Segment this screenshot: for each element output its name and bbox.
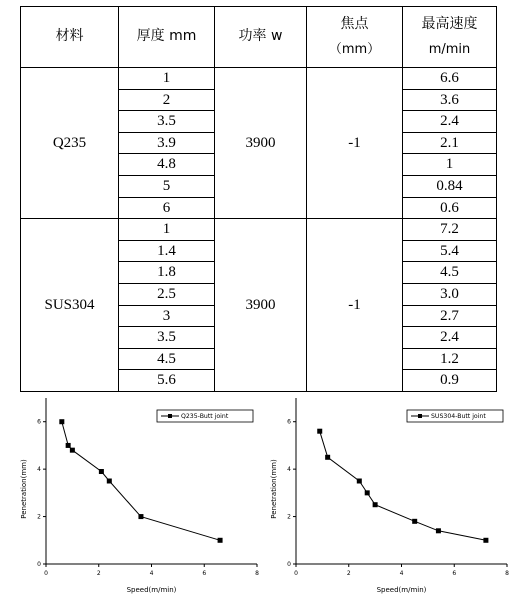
y-tick-label: 0 [37,561,41,568]
cell-thickness: 4.8 [119,154,215,176]
cell-thickness: 1.4 [119,240,215,262]
cell-speed: 4.5 [403,262,497,284]
cell-speed: 0.84 [403,175,497,197]
data-point [107,479,112,484]
data-point [218,538,223,543]
y-tick-label: 2 [37,513,41,521]
y-tick-label: 0 [287,561,291,568]
x-tick-label: 6 [202,570,207,577]
cell-speed: 3.0 [403,283,497,305]
x-tick-label: 8 [255,570,259,577]
y-axis-label: Penetration(mm) [20,459,28,519]
y-tick-label: 6 [37,418,41,426]
data-point [357,479,362,484]
series-line [62,422,220,541]
data-point [59,419,64,424]
data-point [412,519,417,524]
data-point [317,429,322,434]
x-tick-label: 8 [505,570,509,577]
chart-q235 [0,394,260,597]
x-tick-label: 4 [149,570,154,577]
cell-thickness: 2 [119,89,215,111]
y-tick-label: 2 [287,513,291,521]
x-tick-label: 6 [452,570,457,577]
data-point [365,490,370,495]
header-material: 材料 [21,7,119,68]
cell-speed: 0.6 [403,197,497,219]
cell-thickness: 6 [119,197,215,219]
cell-speed: 2.4 [403,111,497,133]
cell-thickness: 3.5 [119,111,215,133]
table-row [21,219,497,241]
cell-thickness: 1.8 [119,262,215,284]
y-tick-label: 4 [37,466,41,474]
header-thickness: 厚度 mm [119,7,215,68]
y-axis-label: Penetration(mm) [270,459,278,519]
header-speed-line1: 最高速度 [421,16,478,33]
cell-thickness: 5 [119,175,215,197]
cell-focus: -1 [307,219,403,392]
parameter-table [20,6,497,392]
cell-thickness: 3.9 [119,132,215,154]
cell-thickness: 1 [119,219,215,241]
cell-material: SUS304 [21,219,119,392]
y-tick-label: 4 [287,466,291,474]
header-power: 功率 w [215,7,307,68]
x-axis-label: Speed(m/min) [126,586,177,594]
cell-thickness: 3.5 [119,327,215,349]
cell-speed: 6.6 [403,68,497,90]
header-speed-line2: m/min [428,41,471,57]
cell-thickness: 1 [119,68,215,90]
x-tick-label: 2 [346,570,351,577]
legend-marker [168,414,172,418]
cell-speed: 2.1 [403,132,497,154]
header-speed [403,7,497,68]
legend-label: SUS304-Butt joint [431,413,486,421]
cell-thickness: 4.5 [119,348,215,370]
cell-speed: 1.2 [403,348,497,370]
cell-thickness: 2.5 [119,283,215,305]
x-tick-label: 4 [399,570,404,577]
data-point [70,448,75,453]
data-point [138,514,143,519]
cell-speed: 5.4 [403,240,497,262]
series-line [320,431,486,540]
cell-power: 3900 [215,219,307,392]
data-point [373,502,378,507]
x-tick-label: 0 [44,570,48,577]
header-focus [307,7,403,68]
header-focus-line1: 焦点 [340,16,369,33]
cell-focus: -1 [307,68,403,219]
cell-speed: 1 [403,154,497,176]
y-tick-label: 6 [287,418,291,426]
cell-speed: 2.7 [403,305,497,327]
cell-thickness: 5.6 [119,370,215,392]
cell-power: 3900 [215,68,307,219]
x-tick-label: 2 [96,570,101,577]
x-axis-label: Speed(m/min) [376,586,427,594]
legend-marker [418,414,422,418]
legend-label: Q235-Butt joint [181,413,229,421]
data-point [325,455,330,460]
header-focus-line2: （mm） [328,41,381,57]
cell-speed: 3.6 [403,89,497,111]
data-point [483,538,488,543]
cell-speed: 0.9 [403,370,497,392]
table-row [21,68,497,90]
cell-thickness: 3 [119,305,215,327]
chart-sus304 [260,394,520,597]
data-point [99,469,104,474]
x-tick-label: 0 [294,570,298,577]
header-row [21,7,497,68]
cell-speed: 7.2 [403,219,497,241]
cell-material: Q235 [21,68,119,219]
data-point [66,443,71,448]
data-point [436,528,441,533]
cell-speed: 2.4 [403,327,497,349]
